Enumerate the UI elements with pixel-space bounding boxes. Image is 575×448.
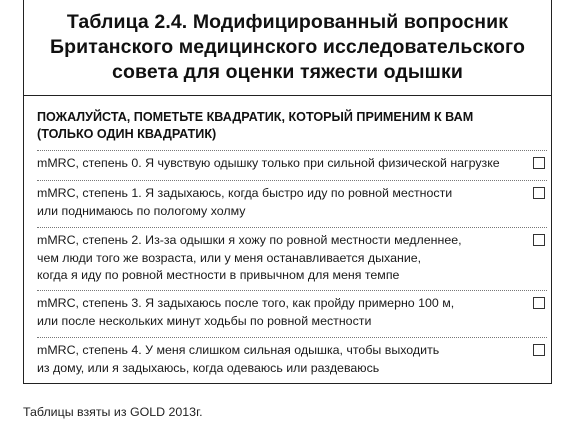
- option-line: mMRC, степень 2. Из-за одышки я хожу по ровной местности медленнее,: [37, 233, 462, 247]
- option-line: когда я иду по ровной местности в привычном для меня темпе: [37, 268, 400, 282]
- checkbox-grade-2[interactable]: [533, 234, 545, 246]
- option-line: mMRC, степень 1. Я задыхаюсь, когда быстро иду по ровной местности: [37, 186, 453, 200]
- title-line: совета для оценки тяжести одышки: [112, 61, 463, 83]
- source-footnote: Таблицы взяты из GOLD 2013г.: [23, 405, 203, 419]
- instruction-line: ПОЖАЛУЙСТА, ПОМЕТЬТЕ КВАДРАТИК, КОТОРЫЙ ПРИМЕНИМ К ВАМ: [37, 110, 474, 124]
- table-title: [23, 0, 552, 96]
- option-line: или после нескольких минут ходьбы по ровной местности: [37, 313, 372, 328]
- option-line: mMRC, степень 0. Я чувствую одышку только при сильной физической нагрузке: [37, 156, 500, 170]
- option-grade-4: [37, 337, 547, 382]
- option-line: чем люди того же возраста, или у меня останавливается дыхание,: [37, 250, 422, 265]
- option-grade-2: [37, 227, 547, 290]
- checkbox-grade-3[interactable]: [533, 297, 545, 309]
- checkbox-grade-4[interactable]: [533, 344, 545, 356]
- option-grade-3: [37, 290, 547, 337]
- option-line: mMRC, степень 4. У меня слишком сильная одышка, чтобы выходить: [37, 343, 440, 357]
- instruction-text: [37, 109, 542, 143]
- checkbox-grade-0[interactable]: [533, 157, 545, 169]
- checkbox-grade-1[interactable]: [533, 187, 545, 199]
- title-line: Таблица 2.4. Модифицированный вопросник: [66, 11, 509, 33]
- instruction-line: (ТОЛЬКО ОДИН КВАДРАТИК): [37, 127, 217, 141]
- title-line: Британского медицинского исследовательского: [49, 36, 525, 58]
- option-line: из дому, или я задыхаюсь, когда одеваюсь или раздеваюсь: [37, 360, 380, 375]
- option-line: или поднимаюсь по пологому холму: [37, 203, 246, 218]
- option-line: mMRC, степень 3. Я задыхаюсь после того, как пройду примерно 100 м,: [37, 296, 455, 310]
- option-grade-0: [37, 150, 547, 180]
- option-grade-1: [37, 180, 547, 227]
